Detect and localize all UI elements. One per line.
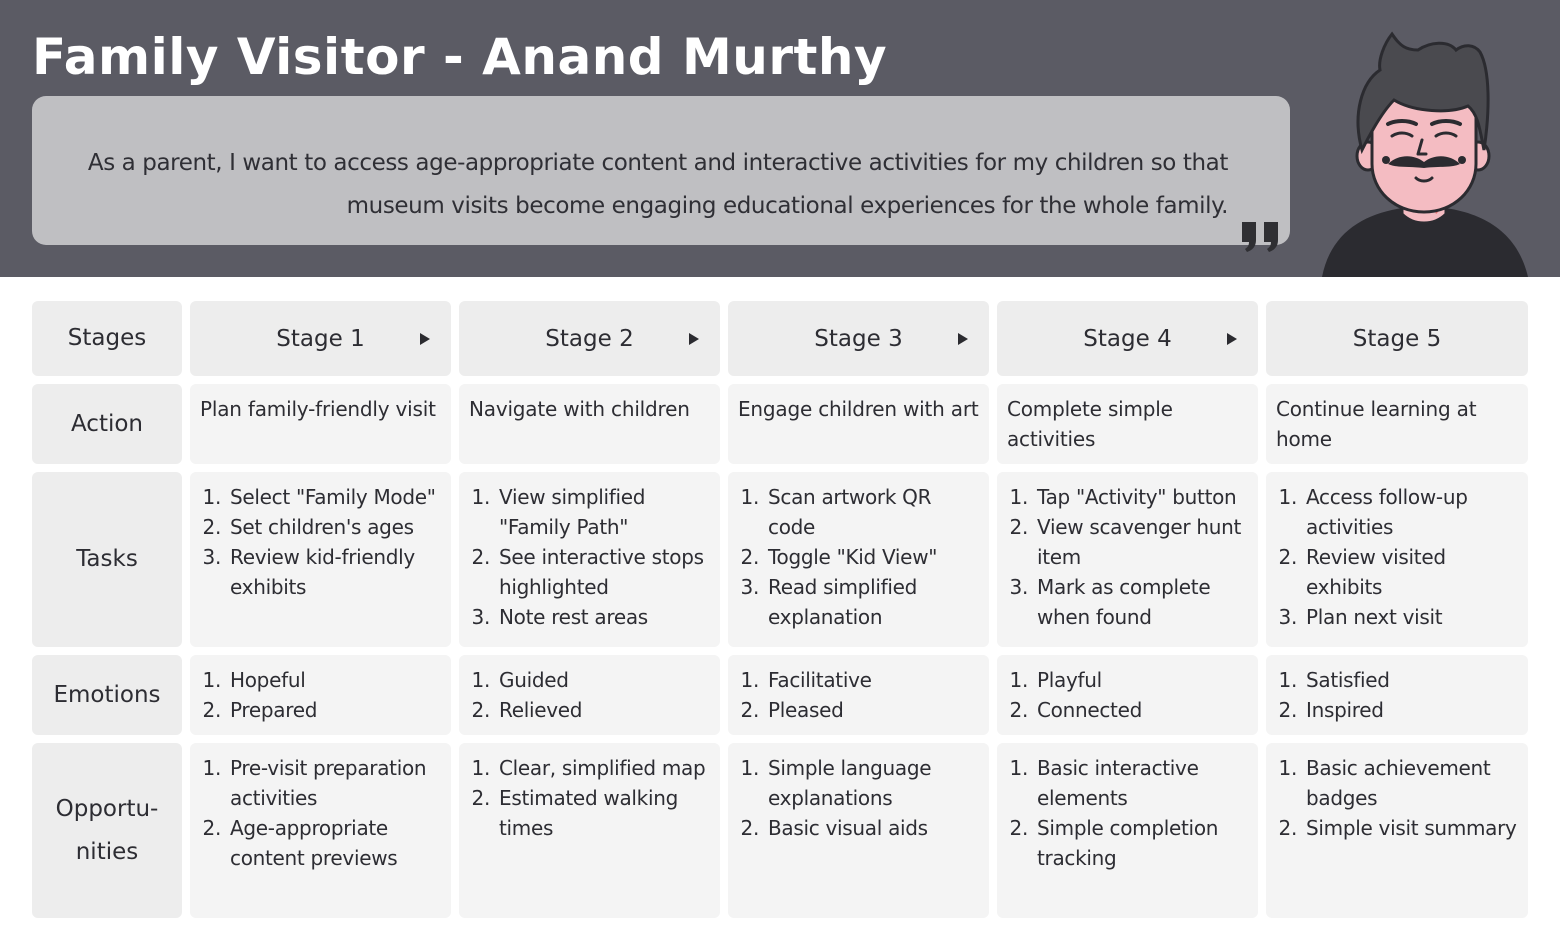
- list-item: 3. Mark as complete when found: [1009, 575, 1211, 629]
- list-item: 1. Select "Family Mode": [202, 485, 436, 509]
- tasks-cell-1: [190, 472, 451, 647]
- list-item: 1. Basic achievement badges: [1278, 756, 1491, 810]
- row-label-tasks: Tasks: [32, 472, 182, 647]
- stage-header-5: [1266, 301, 1528, 376]
- list-item: 2. Pleased: [740, 698, 844, 722]
- list-item: 2. View scavenger hunt item: [1009, 515, 1242, 569]
- list-item: 2. Inspired: [1278, 698, 1384, 722]
- action-cell-1: Plan family-friendly visit: [190, 384, 451, 464]
- list-item: 2. Age-appropriate content previews: [202, 816, 398, 870]
- opportunities-cell-3: [728, 743, 989, 918]
- stage-header-3: [728, 301, 989, 376]
- emotions-cell-2: [459, 655, 720, 735]
- opportunities-cell-5: [1266, 743, 1528, 918]
- list-item: 1. Facilitative: [740, 668, 872, 692]
- user-story-text: As a parent, I want to access age-appropriate content and interactive activities for my children so that museum visits become engaging educational experiences for the whole family.: [87, 150, 1228, 219]
- persona-header: [0, 0, 1560, 277]
- stage-title: Stage 1: [276, 325, 365, 352]
- list-item: 3. Read simplified explanation: [740, 575, 917, 629]
- list-item: 2. See interactive stops highlighted: [471, 545, 704, 599]
- tasks-cell-5: [1266, 472, 1528, 647]
- list-item: 2. Estimated walking times: [471, 786, 678, 840]
- list-item: 2. Set children's ages: [202, 515, 414, 539]
- list-item: 1. Guided: [471, 668, 569, 692]
- list-item: 2. Simple completion tracking: [1009, 816, 1219, 870]
- list-item: 1. Access follow-up activities: [1278, 485, 1468, 539]
- row-label-stages: Stages: [32, 301, 182, 376]
- list-item: 1. Hopeful: [202, 668, 306, 692]
- play-arrow-icon: [1226, 332, 1238, 346]
- emotions-cell-3: [728, 655, 989, 735]
- emotions-cell-5: [1266, 655, 1528, 735]
- row-label-opportunities: Opportu-nities: [32, 743, 182, 918]
- action-cell-3: Engage children with art: [728, 384, 989, 464]
- persona-avatar: [1318, 30, 1530, 277]
- list-item: 1. Satisfied: [1278, 668, 1390, 692]
- tasks-cell-4: [997, 472, 1258, 647]
- action-cell-2: Navigate with children: [459, 384, 720, 464]
- list-item: 1. Tap "Activity" button: [1009, 485, 1237, 509]
- action-cell-4: Complete simple activities: [997, 384, 1258, 464]
- opportunities-cell-2: [459, 743, 720, 918]
- play-arrow-icon: [419, 332, 431, 346]
- row-label-emotions: Emotions: [32, 655, 182, 735]
- opportunities-cell-1: [190, 743, 451, 918]
- list-item: 2. Connected: [1009, 698, 1142, 722]
- emotions-cell-1: [190, 655, 451, 735]
- persona-title: Family Visitor - Anand Murthy: [32, 28, 888, 86]
- list-item: 1. View simplified "Family Path": [471, 485, 646, 539]
- stage-header-4: [997, 301, 1258, 376]
- opportunities-cell-4: [997, 743, 1258, 918]
- stage-title: Stage 4: [1083, 325, 1172, 352]
- list-item: 1. Pre-visit preparation activities: [202, 756, 427, 810]
- list-item: 3. Note rest areas: [471, 605, 648, 629]
- play-arrow-icon: [688, 332, 700, 346]
- stage-title: Stage 2: [545, 325, 634, 352]
- stage-title: Stage 5: [1352, 325, 1442, 352]
- list-item: 1. Playful: [1009, 668, 1102, 692]
- stage-header-1: [190, 301, 451, 376]
- play-arrow-icon: [957, 332, 969, 346]
- list-item: 1. Basic interactive elements: [1009, 756, 1199, 810]
- emotions-cell-4: [997, 655, 1258, 735]
- stage-header-2: [459, 301, 720, 376]
- stage-title: Stage 3: [814, 325, 903, 352]
- list-item: 2. Toggle "Kid View": [740, 545, 938, 569]
- tasks-cell-2: [459, 472, 720, 647]
- list-item: 1. Scan artwork QR code: [740, 485, 932, 539]
- list-item: 2. Simple visit summary: [1278, 816, 1517, 840]
- quote-mark-icon: [1240, 216, 1284, 254]
- list-item: 1. Clear, simplified map: [471, 756, 706, 780]
- list-item: 3. Plan next visit: [1278, 605, 1443, 629]
- action-cell-5: Continue learning at home: [1266, 384, 1528, 464]
- row-label-action: Action: [32, 384, 182, 464]
- user-story-quote-box: [32, 96, 1290, 245]
- list-item: 2. Prepared: [202, 698, 318, 722]
- list-item: 2. Relieved: [471, 698, 583, 722]
- list-item: 1. Simple language explanations: [740, 756, 932, 810]
- list-item: 2. Review visited exhibits: [1278, 545, 1446, 599]
- list-item: 3. Review kid-friendly exhibits: [202, 545, 415, 599]
- tasks-cell-3: [728, 472, 989, 647]
- list-item: 2. Basic visual aids: [740, 816, 928, 840]
